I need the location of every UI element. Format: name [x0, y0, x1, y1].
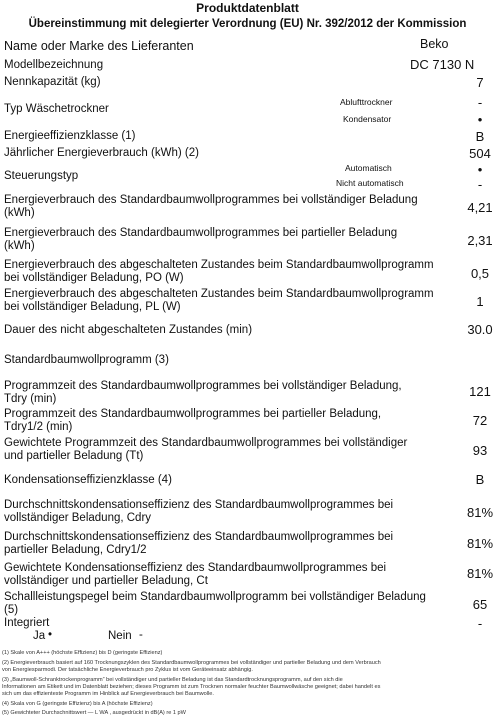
- program-time-partial-label: Programmzeit des Standardbaumwollprogrammes bei partieller Beladung,: [4, 408, 382, 420]
- dryer-type-condenser-mark: •: [477, 112, 483, 127]
- energy-full-load-label: Energieverbrauch des Standardbaumwollprogrammes bei vollständiger Beladung: [4, 194, 418, 206]
- off-mode-power-label: Energieverbrauch des abgeschalteten Zustandes beim Standardbaumwollprogramm: [4, 259, 434, 271]
- footnote-1: (1) Skale von A+++ (höchste Effizienz) bis D (geringste Effizienz): [2, 650, 163, 656]
- dryer-type-vented-mark: -: [477, 95, 483, 110]
- built-in-yes-mark: •: [48, 629, 53, 641]
- capacity-value: 7: [476, 75, 484, 90]
- page-title: Produktdatenblatt: [196, 1, 299, 15]
- condensation-class-label: Kondensationseffizienzklasse (4): [4, 474, 172, 486]
- program-time-partial-label-2: Tdry1/2 (min): [4, 421, 73, 433]
- built-in-label: Integriert: [4, 617, 50, 629]
- annual-energy-value: 504: [469, 146, 491, 161]
- footnote-3c: sich um das effizienteste Programm im Hinblick auf Energieverbrauch bei Baumwolle.: [2, 691, 214, 697]
- weighted-condensation-label-2: vollständiger und partieller Beladung, Ct: [4, 575, 208, 587]
- left-on-duration-label: Dauer des nicht abgeschalteten Zustandes (min): [4, 324, 253, 336]
- footnote-3b: Informationen am Etikett und im Datenblatt beziehen; dieses Programm ist zum Trocknen normaler feuchter Baumwollwäsche geeignet; dabei handelt es: [2, 684, 381, 690]
- built-in-no-mark: -: [139, 629, 143, 641]
- standard-program-label: Standardbaumwollprogramm (3): [4, 354, 169, 366]
- left-on-power-label: Energieverbrauch des abgeschalteten Zustandes beim Standardbaumwollprogramm: [4, 288, 434, 300]
- energy-partial-load-value: 2,31: [467, 233, 493, 248]
- condensation-full-value: 81%: [466, 505, 494, 520]
- sound-power-label: Schallleistungspegel beim Standardbaumwollprogramm bei vollständiger Beladung: [4, 591, 426, 603]
- condensation-partial-value: 81%: [466, 536, 494, 551]
- supplier-value: Beko: [420, 37, 449, 51]
- weighted-program-time-value: 93: [472, 443, 488, 458]
- sound-power-value: 65: [472, 597, 488, 612]
- energy-full-load-label-2: (kWh): [4, 207, 35, 219]
- program-time-full-value: 121: [469, 384, 491, 399]
- left-on-duration-value: 30.0: [467, 322, 493, 337]
- weighted-condensation-value: 81%: [466, 566, 494, 581]
- condensation-partial-label: Durchschnittskondensationseffizienz des Standardbaumwollprogrammes bei: [4, 531, 394, 543]
- condensation-class-value: B: [475, 472, 485, 487]
- dryer-type-label: Typ Wäschetrockner: [4, 103, 109, 115]
- condensation-full-label: Durchschnittskondensationseffizienz des Standardbaumwollprogrammes bei: [4, 499, 394, 511]
- built-in-yes-label: Ja: [33, 630, 46, 642]
- program-time-full-label: Programmzeit des Standardbaumwollprogrammes bei vollständiger Beladung,: [4, 380, 402, 392]
- weighted-program-time-label: Gewichtete Programmzeit des Standardbaumwollprogrammes bei vollständiger: [4, 437, 408, 449]
- footnote-2: (2) Energieverbrauch basiert auf 160 Trocknungszyklen des Standardbaumwollprogrammes bei vollständiger und partieller Beladung und dem Verbrauch: [2, 660, 381, 666]
- energy-partial-load-label: Energieverbrauch des Standardbaumwollprogrammes bei partieller Beladung: [4, 227, 398, 239]
- footnote-2b: von Energiesparmodi. Der tatsächliche Energieverbrauch pro Zyklus ist vom Geräteeinsatz abhängig.: [2, 667, 253, 673]
- weighted-condensation-label: Gewichtete Kondensationseffizienz des Standardbaumwollprogrammes bei: [4, 562, 387, 574]
- energy-partial-load-label-2: (kWh): [4, 240, 35, 252]
- supplier-label: Name oder Marke des Lieferanten: [4, 39, 194, 53]
- condensation-partial-label-2: partieller Beladung, Cdry1/2: [4, 544, 147, 556]
- energy-full-load-value: 4,21: [467, 200, 493, 215]
- annual-energy-label: Jährlicher Energieverbrauch (kWh) (2): [4, 147, 199, 159]
- dryer-type-option-vented: Ablufttrockner: [340, 97, 393, 107]
- footnote-4: (4) Skala von G (geringste Effizienz) bis A (höchste Effizienz): [2, 701, 153, 707]
- weighted-program-time-label-2: und partieller Beladung (Tt): [4, 450, 144, 462]
- program-time-full-label-2: Tdry (min): [4, 393, 57, 405]
- sound-power-label-2: (5): [4, 604, 19, 616]
- footnote-3: (3) „Baumwoll-Schranktrockenprogramm“ bei vollständiger und partieller Beladung ist das Standardtrocknungsprogramm, auf den sich die: [2, 677, 343, 683]
- page-subtitle: Übereinstimmung mit delegierter Verordnung (EU) Nr. 392/2012 der Kommission: [28, 18, 467, 30]
- condensation-full-label-2: vollständiger Beladung, Cdry: [4, 512, 152, 524]
- capacity-label: Nennkapazität (kg): [4, 76, 101, 88]
- program-time-partial-value: 72: [472, 413, 488, 428]
- model-label: Modellbezeichnung: [4, 59, 104, 71]
- built-in-no-label: Nein: [108, 630, 132, 642]
- left-on-power-value: 1: [476, 294, 484, 309]
- control-type-label: Steuerungstyp: [4, 170, 79, 182]
- off-mode-power-label-2: bei vollständiger Beladung, PO (W): [4, 272, 184, 284]
- left-on-power-label-2: bei vollständiger Beladung, PL (W): [4, 301, 181, 313]
- footnote-5: (5) Gewichteter Durchschnittswert — L WA , ausgedrückt in dB(A) re 1 pW: [2, 710, 186, 716]
- built-in-value: -: [477, 616, 483, 631]
- off-mode-power-value: 0,5: [470, 266, 490, 281]
- control-type-option-manual: Nicht automatisch: [336, 178, 404, 188]
- control-type-automatic-mark: •: [477, 162, 483, 177]
- control-type-manual-mark: -: [477, 177, 483, 192]
- energy-class-label: Energieeffizienzklasse (1): [4, 130, 136, 142]
- energy-class-value: B: [475, 129, 485, 144]
- model-value: DC 7130 N: [410, 57, 475, 72]
- control-type-option-automatic: Automatisch: [345, 163, 392, 173]
- dryer-type-option-condenser: Kondensator: [343, 114, 392, 124]
